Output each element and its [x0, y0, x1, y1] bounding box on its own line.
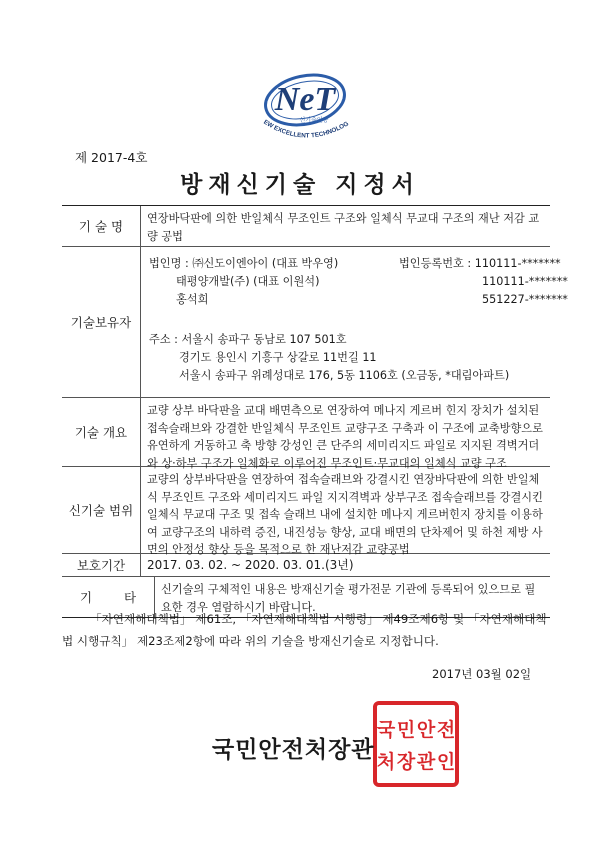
issuer-name: 국민안전처장관 — [212, 737, 375, 763]
reg-label: 법인등록번호 : — [399, 257, 472, 270]
addr-label: 주소 : — [149, 333, 178, 346]
certificate-number: 제 2017-4호 — [75, 150, 148, 165]
addresses — [149, 331, 509, 385]
seal-character: 관 — [416, 751, 436, 773]
value-summary: 교량 상부 바닥판을 교대 배면측으로 연장하여 메나지 게르버 힌지 장치가 설치된 접속슬래브와 강결한 반일체식 무조인트 교량구조 구축과 이 구조에 교축방향으로 유연하게 거동하고 축 방향 강성인 큰 단주의 세미리지드 파일로 지지된 격벽거더와 상·하부 구조가 일체화로 이루어진 무조인트·무교대의 일체식 교량 구조 — [147, 404, 543, 470]
seal-character: 국 — [376, 719, 396, 741]
seal-character: 민 — [396, 719, 416, 741]
label-owner: 기술보유자 — [62, 247, 141, 397]
seal-character: 인 — [436, 751, 456, 773]
value-scope: 교량의 상부바닥판을 연장하여 접속슬래브와 강결시킨 연장바닥판에 의한 반일체식 무조인트 구조와 세미리지드 파일 지지격벽과 상부구조 접속슬래브를 강결시킨 일체식 무교대 구조 및 접속 슬래브 내에 설치한 메나지 게르버힌지 장치를 이용하여 교량구조의 내하력 증진, 내진성능 향상, 교대 배면의 단차제어 및 하천 제방 사면의 안정성 향상 등을 목적으로 한 재난저감 교량공법 — [147, 473, 543, 556]
seal-character: 안 — [416, 719, 436, 741]
seal-character: 장 — [396, 751, 416, 773]
issue-date: 2017년 03월 02일 — [432, 667, 532, 681]
corp-names — [149, 255, 338, 309]
reg-number: 551227-******* — [482, 293, 568, 306]
seal-character: 처 — [376, 751, 396, 773]
address: 서울시 송파구 위례성대로 176, 5동 1106호 (오금동, *대림아파트) — [179, 369, 510, 382]
reg-number: 110111-******* — [474, 257, 561, 270]
net-logo-graphic — [250, 60, 360, 150]
document-title: 방재신기술 지정서 — [180, 172, 420, 198]
official-seal — [372, 700, 460, 788]
corp-reg-numbers — [399, 255, 568, 309]
address: 경기도 용인시 기흥구 상갈로 11번길 11 — [179, 351, 377, 364]
row-tech-name — [62, 206, 550, 246]
label-tech-name: 기 술 명 — [62, 206, 141, 246]
svg-text:신기술인증: 신기술인증 — [299, 117, 329, 124]
row-summary — [62, 397, 550, 470]
corp-name: 홍석희 — [176, 293, 209, 306]
official-seal-graphic — [372, 700, 460, 788]
corp-name: 태평양개발(주) (대표 이원석) — [176, 275, 320, 288]
svg-text:NEW EXCELLENT TECHNOLOGY: EW EXCELLENT TECHNOLOG — [262, 118, 351, 140]
value-etc: 신기술의 구체적인 내용은 방재신기술 평가전문 기관에 등록되어 있으므로 필요한 경우 열람하시기 바랍니다. — [161, 583, 536, 614]
corp-label: 법인명 : — [149, 257, 189, 270]
decree-text: 「자연재해대책법」 제61조, 「자연재해대책법 시행령」 제49조제6항 및 「자연재해대책법 시행규칙」 제23조제2항에 따라 위의 기술을 방재신기술로 지정합니다. — [62, 612, 547, 648]
label-scope: 신기술 범위 — [62, 467, 141, 553]
address: 서울시 송파구 동남로 107 501호 — [181, 333, 347, 346]
label-period: 보호기간 — [62, 554, 141, 576]
row-scope — [62, 466, 550, 556]
seal-character: 전 — [436, 719, 456, 741]
corp-name: ㈜신도이엔아이 (대표 박우영) — [192, 257, 339, 270]
net-logo — [250, 60, 360, 150]
row-period — [62, 553, 550, 576]
label-summary: 기술 개요 — [62, 398, 141, 466]
row-owner — [62, 246, 568, 397]
value-tech-name: 연장바닥판에 의한 반일체식 무조인트 구조와 일체식 무교대 구조의 재난 저감 교량 공법 — [147, 212, 540, 243]
svg-text:NeT: NeT — [274, 81, 336, 118]
reg-number: 110111-******* — [482, 275, 568, 288]
certificate-table — [62, 205, 568, 618]
label-etc: 기 타 — [62, 577, 155, 617]
value-period: 2017. 03. 02. ~ 2020. 03. 01.(3년) — [147, 558, 354, 572]
value-owner — [141, 247, 568, 397]
